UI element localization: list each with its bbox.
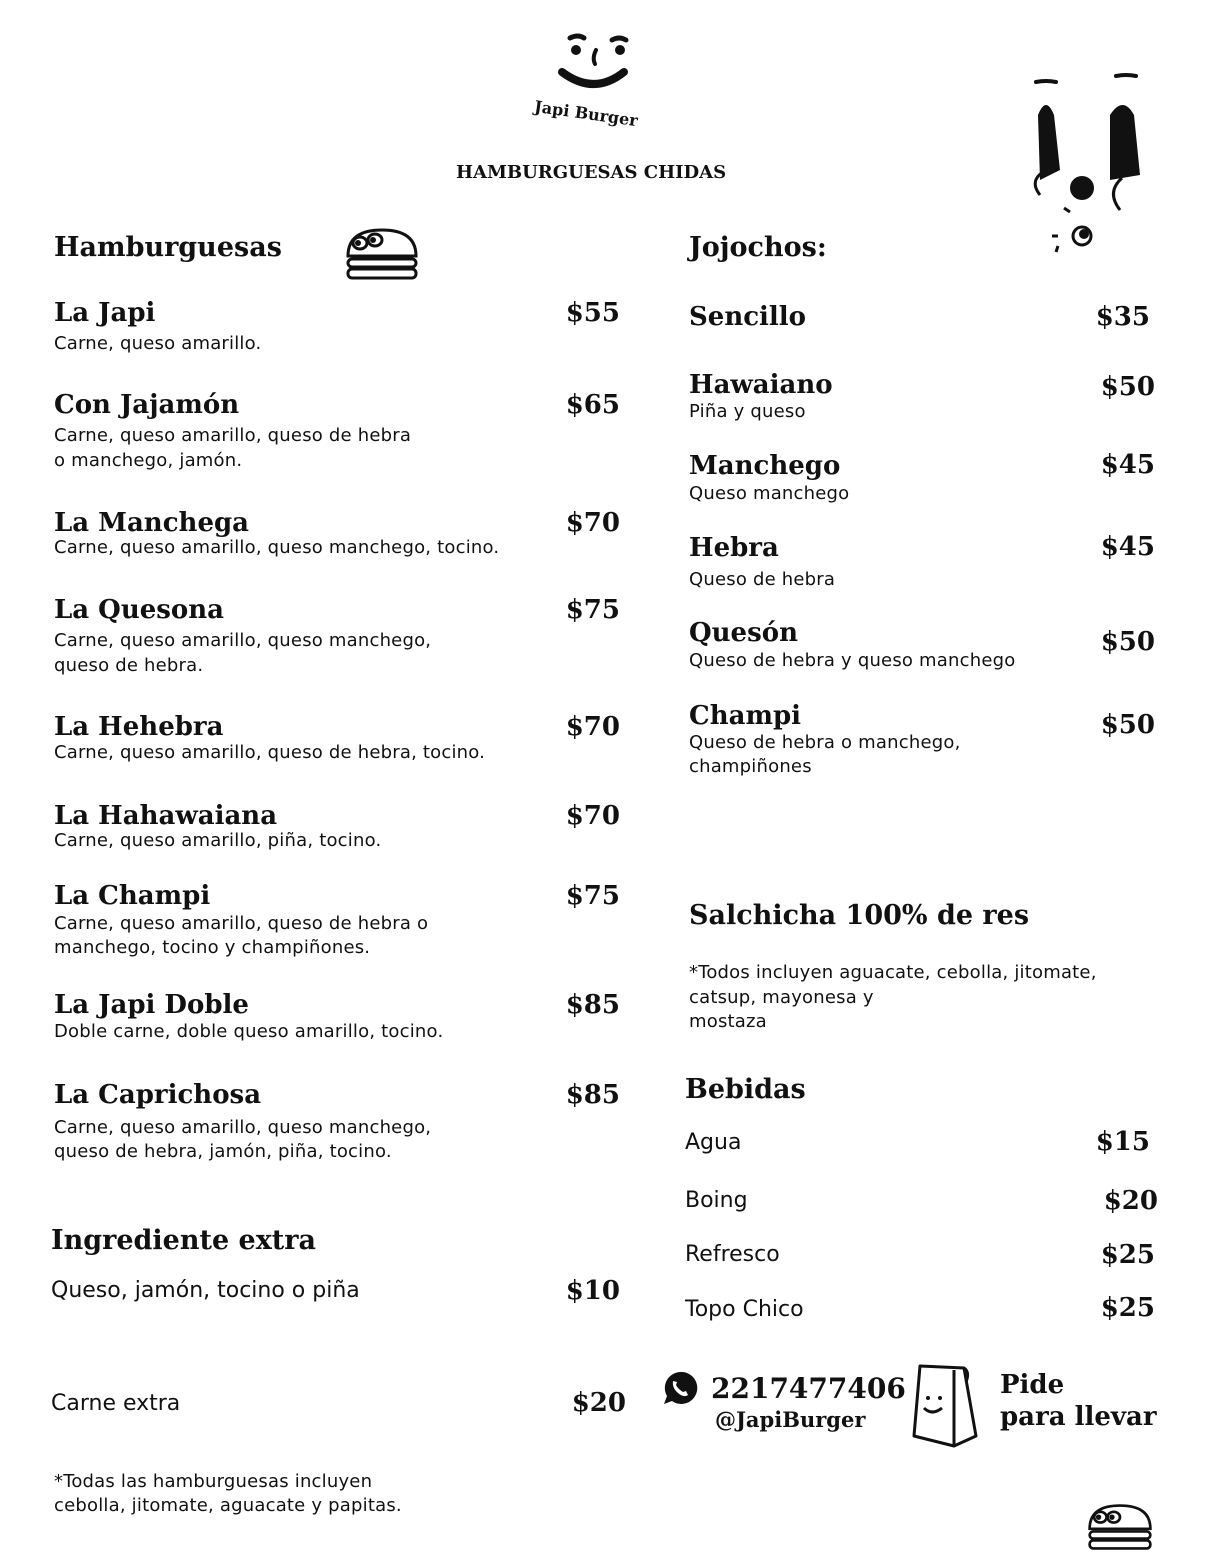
item-price: $70 — [565, 801, 620, 831]
section-title-jojochos: Jojochos: — [689, 232, 827, 263]
drink-name: Boing — [685, 1188, 748, 1213]
extra-item-name: Carne extra — [51, 1391, 181, 1416]
phone-number[interactable]: 2217477406 — [711, 1372, 906, 1405]
item-description: Queso de hebra o manchego, — [689, 732, 961, 753]
takeaway-bag-icon — [910, 1360, 986, 1450]
jojochos-note: *Todos incluyen aguacate, cebolla, jitomate, — [689, 962, 1097, 983]
burger-icon — [344, 226, 420, 282]
drink-name: Agua — [685, 1130, 742, 1155]
drink-price: $25 — [1100, 1293, 1155, 1323]
item-description: o manchego, jamón. — [54, 450, 243, 471]
drink-name: Topo Chico — [685, 1297, 804, 1322]
item-price: $55 — [565, 298, 620, 328]
takeaway-line-2: para llevar — [1000, 1402, 1157, 1432]
item-description: Queso de hebra y queso manchego — [689, 650, 1016, 671]
item-name: La Manchega — [54, 508, 250, 538]
item-description: queso de hebra, jamón, piña, tocino. — [54, 1141, 392, 1162]
drink-price: $20 — [1103, 1186, 1158, 1216]
item-name: Sencillo — [689, 302, 807, 332]
item-name: La Japi — [54, 298, 156, 328]
item-price: $50 — [1100, 710, 1155, 740]
extra-item-name: Queso, jamón, tocino o piña — [51, 1278, 360, 1303]
jojochos-note: catsup, mayonesa y — [689, 987, 874, 1008]
item-price: $85 — [565, 990, 620, 1020]
item-name: Manchego — [689, 451, 841, 481]
sausage-heading: Salchicha 100% de res — [689, 900, 1030, 931]
item-price: $45 — [1100, 450, 1155, 480]
item-description: Queso de hebra — [689, 569, 836, 590]
item-description: champiñones — [689, 756, 812, 777]
logo-smiley-icon — [552, 28, 636, 92]
item-name: La Quesona — [54, 595, 225, 625]
item-name: Champi — [689, 701, 802, 731]
whatsapp-icon — [662, 1370, 698, 1406]
tagline: HAMBURGUESAS CHIDAS — [456, 162, 727, 183]
jojochos-note: mostaza — [689, 1011, 767, 1032]
extra-item-price: $20 — [571, 1388, 626, 1418]
item-price: $45 — [1100, 532, 1155, 562]
item-description: Carne, queso amarillo, queso de hebra, tocino. — [54, 742, 486, 763]
drink-price: $15 — [1095, 1127, 1150, 1157]
item-price: $50 — [1100, 627, 1155, 657]
item-description: Piña y queso — [689, 401, 806, 422]
item-description: Carne, queso amarillo, queso manchego, tocino. — [54, 537, 500, 558]
drink-name: Refresco — [685, 1242, 780, 1267]
extra-item-price: $10 — [565, 1276, 620, 1306]
item-name: La Caprichosa — [54, 1080, 262, 1110]
item-name: Hebra — [689, 533, 779, 563]
item-description: Carne, queso amarillo, queso de hebra — [54, 425, 412, 446]
item-description: Carne, queso amarillo, queso manchego, — [54, 1117, 432, 1138]
item-price: $70 — [565, 712, 620, 742]
takeaway-line-1: Pide — [1000, 1370, 1065, 1400]
item-description: manchego, tocino y champiñones. — [54, 937, 371, 958]
burger-icon — [1084, 1502, 1156, 1552]
item-price: $85 — [565, 1080, 620, 1110]
item-name: La Hehebra — [54, 712, 224, 742]
decorative-face-icon — [1028, 70, 1152, 260]
burger-note: *Todas las hamburguesas incluyen — [54, 1471, 373, 1492]
brand-name: Japi Burger — [533, 96, 639, 131]
item-name: La Champi — [54, 881, 211, 911]
item-price: $75 — [565, 881, 620, 911]
section-title-bebidas: Bebidas — [685, 1074, 806, 1105]
item-name: La Japi Doble — [54, 990, 249, 1020]
item-price: $35 — [1095, 302, 1150, 332]
item-name: La Hahawaiana — [54, 801, 278, 831]
item-description: Carne, queso amarillo. — [54, 333, 262, 354]
item-price: $50 — [1100, 372, 1155, 402]
item-price: $75 — [565, 595, 620, 625]
item-name: Con Jajamón — [54, 390, 240, 420]
item-description: Carne, queso amarillo, queso manchego, — [54, 630, 432, 651]
drink-price: $25 — [1100, 1240, 1155, 1270]
item-description: queso de hebra. — [54, 655, 204, 676]
section-title-extras: Ingrediente extra — [51, 1225, 317, 1256]
item-description: Carne, queso amarillo, queso de hebra o — [54, 913, 429, 934]
item-description: Carne, queso amarillo, piña, tocino. — [54, 830, 382, 851]
item-price: $70 — [565, 508, 620, 538]
burger-note: cebolla, jitomate, aguacate y papitas. — [54, 1495, 402, 1516]
item-description: Doble carne, doble queso amarillo, tocino. — [54, 1021, 444, 1042]
item-price: $65 — [565, 390, 620, 420]
section-title-hamburguesas: Hamburguesas — [54, 232, 282, 263]
item-description: Queso manchego — [689, 483, 850, 504]
item-name: Hawaiano — [689, 370, 833, 400]
social-handle[interactable]: @JapiBurger — [715, 1407, 866, 1432]
item-name: Quesón — [689, 618, 798, 648]
